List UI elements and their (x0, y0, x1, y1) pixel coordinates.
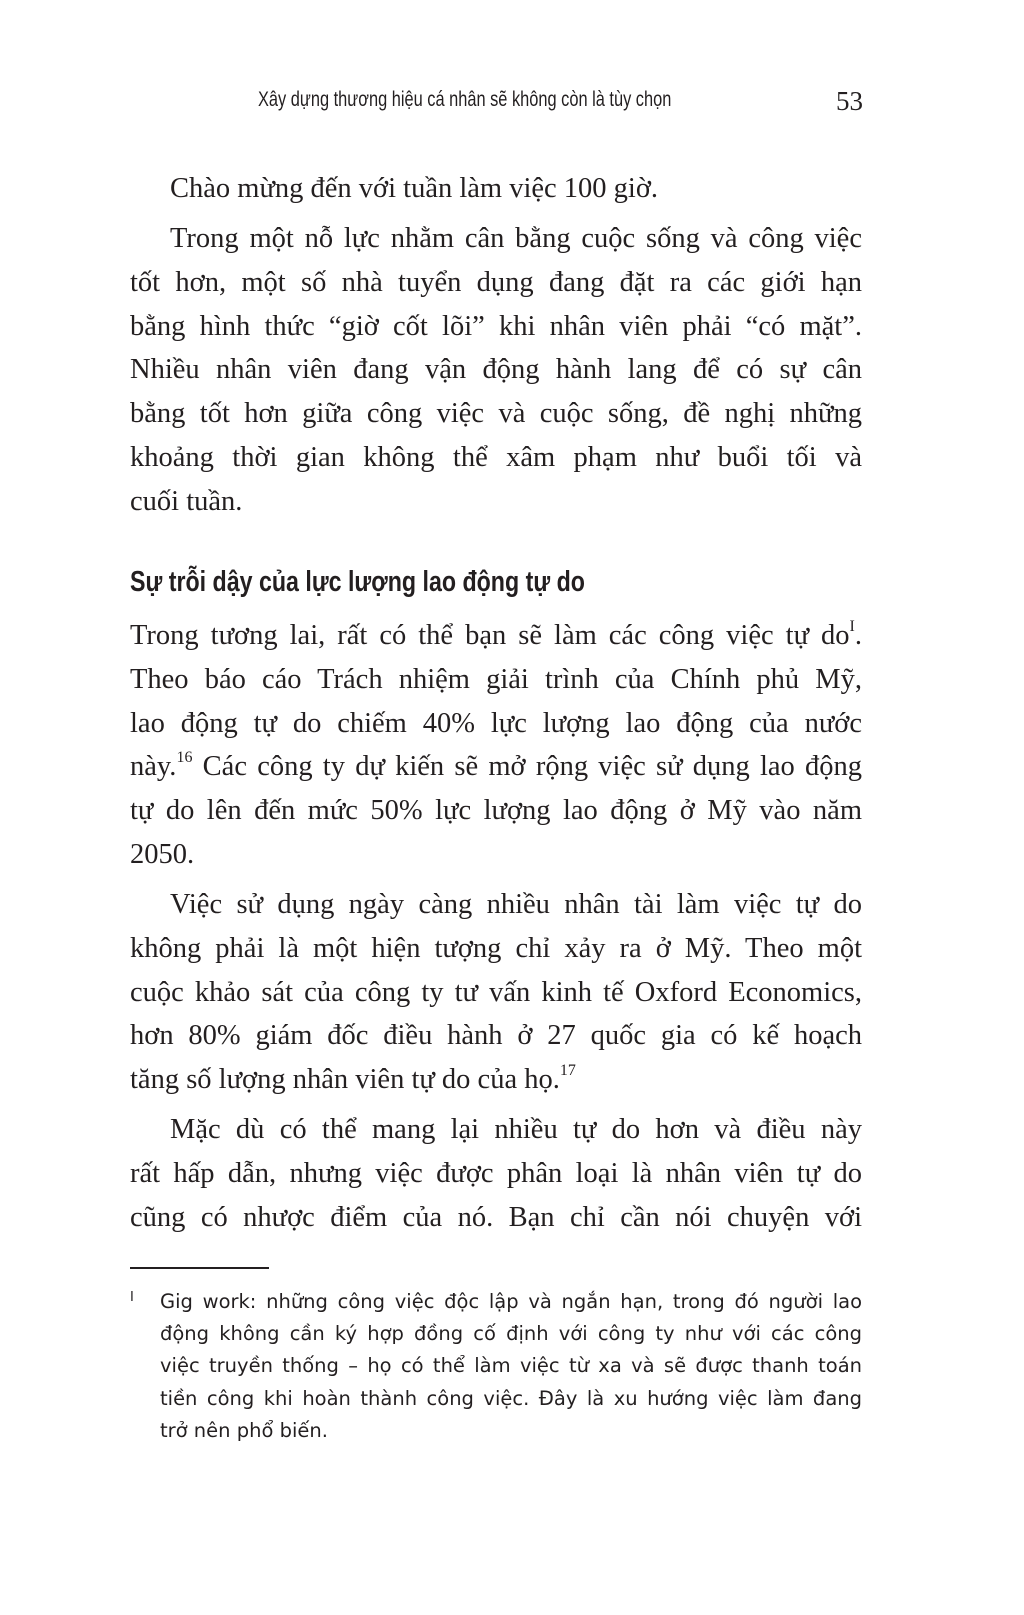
footnote (130, 1286, 862, 1447)
footnote-line: Gig work: những công việc độc lập và ngắn hạn, trong đó người lao (160, 1290, 862, 1313)
text-line: hơn 80% giám đốc điều hành ở 27 quốc gia có kế hoạch (130, 1020, 862, 1052)
footnote-ref[interactable]: I (849, 618, 855, 635)
text-line: lao động tự do chiếm 40% lực lượng lao động của nước (130, 707, 862, 739)
text-line (130, 745, 862, 789)
text-line (130, 1058, 862, 1102)
footnote-line: tiền công khi hoàn thành công việc. Đây là xu hướng việc làm đang (160, 1386, 862, 1410)
text: . (854, 620, 862, 651)
text-line: Trong một nỗ lực nhằm cân bằng cuộc sống và công việc (170, 223, 862, 254)
text-line: Theo báo cáo Trách nhiệm giải trình của Chính phủ Mỹ, (130, 663, 862, 695)
footnote-divider (130, 1267, 269, 1269)
page-number: 53 (836, 86, 863, 116)
text-line: rất hấp dẫn, nhưng việc được phân loại là nhân viên tự do (130, 1157, 862, 1189)
paragraph-3 (130, 614, 862, 877)
text-line: không phải là một hiện tượng chỉ xảy ra ở Mỹ. Theo một (130, 932, 862, 964)
text-line: cuộc khảo sát của công ty tư vấn kinh tế Oxford Economics, (130, 976, 862, 1008)
text-line: khoảng thời gian không thể xâm phạm như buổi tối và (130, 441, 862, 473)
paragraph-2 (130, 217, 862, 524)
text-line: bằng hình thức “giờ cốt lõi” khi nhân viên phải “có mặt”. (130, 310, 862, 342)
text-line: bằng tốt hơn giữa công việc và cuộc sống, đề nghị những (130, 398, 862, 430)
text-line (130, 614, 862, 658)
footnote-line: việc truyền thống – họ có thể làm việc từ xa và sẽ được thanh toán (160, 1354, 862, 1378)
footnote-line: động không cần ký hợp đồng cố định với công ty như với các công (160, 1322, 862, 1346)
text: Các công ty dự kiến sẽ mở rộng việc sử dụng lao động (192, 751, 862, 783)
text: này. (130, 751, 177, 783)
footnote-mark: I (130, 1290, 134, 1305)
endnote-ref[interactable]: 16 (176, 749, 193, 767)
text-line: Nhiều nhân viên đang vận động hành lang để có sự cân (130, 354, 862, 386)
text: tăng số lượng nhân viên tự do của họ. (130, 1064, 560, 1096)
text-line: Việc sử dụng ngày càng nhiều nhân tài làm việc tự do (170, 889, 862, 920)
paragraph-5 (130, 1108, 862, 1239)
text: Trong tương lai, rất có thể bạn sẽ làm các công việc tự do (130, 620, 850, 651)
text-line: cuối tuần. (130, 485, 243, 517)
running-title: Xây dựng thương hiệu cá nhân sẽ không còn là tùy chọn (258, 88, 672, 111)
section-heading: Sự trỗi dậy của lực lượng lao động tự do (130, 566, 585, 598)
text-line: tự do lên đến mức 50% lực lượng lao động ở Mỹ vào năm (130, 795, 862, 827)
endnote-ref[interactable]: 17 (559, 1062, 576, 1080)
text-line: Mặc dù có thể mang lại nhiều tự do hơn và điều này (170, 1114, 862, 1145)
paragraph-1 (130, 167, 862, 211)
text-line: tốt hơn, một số nhà tuyển dụng đang đặt ra các giới hạn (130, 266, 862, 298)
text-line: cũng có nhược điểm của nó. Bạn chỉ cần nói chuyện với (130, 1201, 862, 1233)
text-line: Chào mừng đến với tuần làm việc 100 giờ. (170, 173, 659, 204)
text-line: 2050. (130, 838, 195, 870)
footnote-line: trở nên phổ biến. (160, 1418, 328, 1442)
paragraph-4 (130, 883, 862, 1102)
